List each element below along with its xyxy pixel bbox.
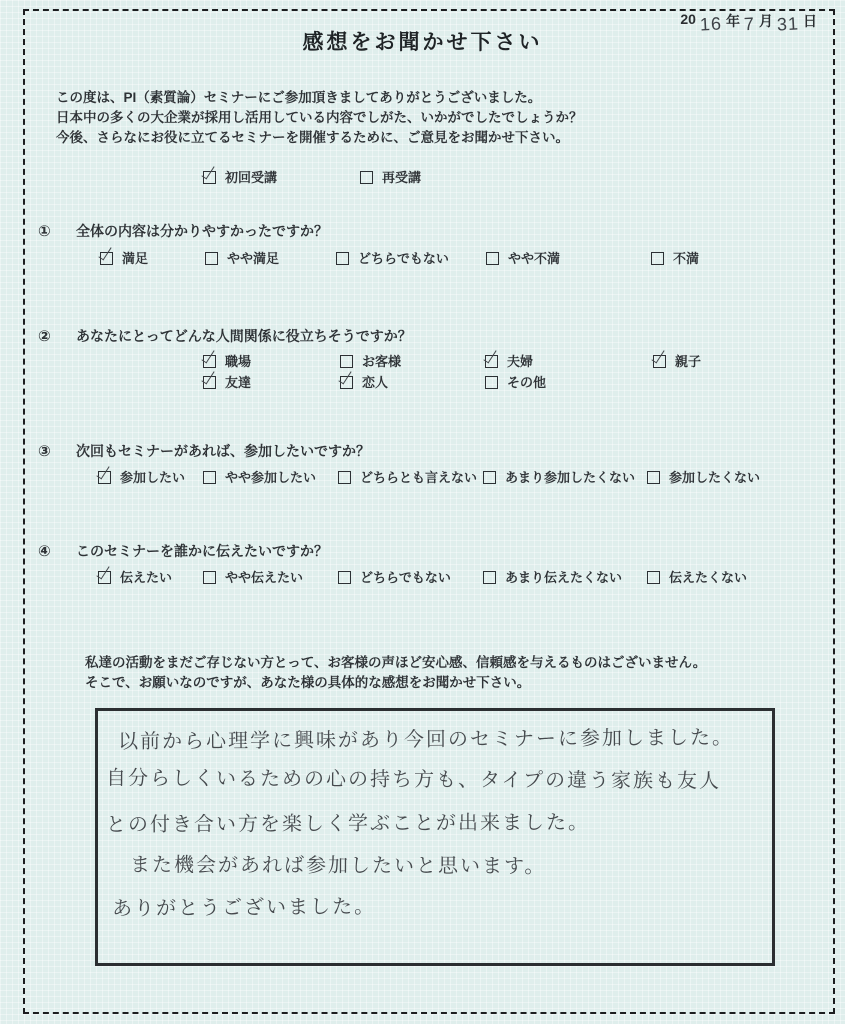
- date-day-handwritten: 31: [776, 13, 800, 35]
- option-label: やや伝えたい: [225, 570, 304, 585]
- handwritten-line: また機会があれば参加したいと思います。: [129, 854, 547, 878]
- intro-line: この度は、PI（素質論）セミナーにご参加頂きましてありがとうございました。: [56, 90, 542, 105]
- option-label: 友達: [225, 375, 252, 390]
- closing-line: そこで、お願いなのですが、あなた様の具体的な感想をお聞かせ下さい。: [85, 675, 531, 690]
- checkbox-q4-3[interactable]: [338, 571, 351, 584]
- comment-box[interactable]: [95, 708, 775, 966]
- checkbox-q3-2[interactable]: [203, 471, 216, 484]
- check-mark-icon: [96, 564, 109, 580]
- handwritten-line: との付き合い方を楽しく学ぶことが出来ました。: [105, 811, 591, 837]
- option-label: 伝えたくない: [669, 570, 748, 585]
- option-q2-customers[interactable]: [340, 355, 401, 368]
- option-label: 再受講: [382, 170, 422, 185]
- date-century: 20: [680, 11, 696, 27]
- option-first-attendance[interactable]: [203, 171, 277, 184]
- option-label: やや満足: [227, 251, 280, 266]
- option-q4-3[interactable]: [338, 571, 451, 584]
- option-q2-workplace[interactable]: [203, 355, 251, 368]
- option-label: あまり伝えたくない: [505, 570, 623, 585]
- checkbox-q2-parent-child[interactable]: [653, 355, 666, 368]
- question-1-number: ①: [38, 223, 51, 240]
- question-1-text: 全体の内容は分かりやすかったですか？: [76, 223, 328, 239]
- checkbox-q4-4[interactable]: [483, 571, 496, 584]
- checkbox-q4-5[interactable]: [647, 571, 660, 584]
- option-q1-3[interactable]: [336, 252, 449, 265]
- checkbox-q3-1[interactable]: [98, 471, 111, 484]
- option-q2-friends[interactable]: [203, 376, 251, 389]
- option-q2-parent-child[interactable]: [653, 355, 701, 368]
- check-mark-icon: [201, 164, 214, 180]
- checkbox-q2-lover[interactable]: [340, 376, 353, 389]
- check-mark-icon: [483, 348, 496, 364]
- option-q4-4[interactable]: [483, 571, 622, 584]
- option-label: どちらとも言えない: [360, 470, 478, 485]
- option-label: お客様: [362, 354, 402, 369]
- option-label: その他: [507, 375, 547, 390]
- checkbox-q1-2[interactable]: [205, 252, 218, 265]
- option-label: どちらでもない: [358, 251, 449, 266]
- intro-line: 日本中の多くの大企業が採用し活用している内容でしがた、いかがでしたでしょうか？: [56, 110, 583, 125]
- option-label: 満足: [122, 251, 149, 266]
- page-title: 感想をお聞かせ下さい: [302, 31, 543, 54]
- date-year-handwritten: 16: [699, 13, 723, 35]
- question-4: [38, 541, 328, 561]
- check-mark-icon: [651, 348, 664, 364]
- option-label: 職場: [225, 354, 252, 369]
- date-day-label: 日: [803, 13, 817, 29]
- question-2-number: ②: [38, 328, 51, 345]
- option-q3-2[interactable]: [203, 471, 316, 484]
- option-label: どちらでもない: [360, 570, 451, 585]
- checkbox-q3-4[interactable]: [483, 471, 496, 484]
- question-2-text: あなたにとってどんな人間関係に役立ちそうですか？: [76, 328, 412, 344]
- question-2: [38, 326, 412, 346]
- option-label: 初回受講: [225, 170, 278, 185]
- checkbox-q3-5[interactable]: [647, 471, 660, 484]
- checkbox-q2-workplace[interactable]: [203, 355, 216, 368]
- question-3-text: 次回もセミナーがあれば、参加したいですか？: [76, 443, 370, 459]
- check-mark-icon: [98, 245, 111, 261]
- option-q3-3[interactable]: [338, 471, 477, 484]
- question-4-text: このセミナーを誰かに伝えたいですか？: [76, 543, 328, 559]
- option-q4-5[interactable]: [647, 571, 747, 584]
- option-q1-2[interactable]: [205, 252, 279, 265]
- option-label: 夫婦: [507, 354, 534, 369]
- checkbox-q2-friends[interactable]: [203, 376, 216, 389]
- option-q2-other[interactable]: [485, 376, 546, 389]
- option-q1-4[interactable]: [486, 252, 560, 265]
- closing-paragraph: [85, 653, 706, 693]
- option-repeat-attendance[interactable]: [360, 171, 421, 184]
- intro-paragraph: [56, 88, 583, 148]
- checkbox-q2-customers[interactable]: [340, 355, 353, 368]
- date-month-handwritten: 7: [743, 13, 756, 35]
- option-q2-lover[interactable]: [340, 376, 388, 389]
- option-q1-5[interactable]: [651, 252, 699, 265]
- option-label: やや参加したい: [225, 470, 317, 485]
- intro-line: 今後、さらなにお役に立てるセミナーを開催するために、ご意見をお聞かせ下さい。: [56, 130, 569, 145]
- check-mark-icon: [201, 348, 214, 364]
- checkbox-q4-2[interactable]: [203, 571, 216, 584]
- check-mark-icon: [96, 464, 109, 480]
- option-q3-1[interactable]: [98, 471, 185, 484]
- checkbox-q4-1[interactable]: [98, 571, 111, 584]
- date-year-label: 年: [725, 13, 740, 29]
- option-label: 親子: [675, 354, 702, 369]
- date-field: [680, 11, 817, 35]
- checkbox-repeat-attendance[interactable]: [360, 171, 373, 184]
- handwritten-line: 自分らしくいるための心の持ち方も、タイプの違う家族も友人: [105, 767, 722, 793]
- option-label: あまり参加したくない: [505, 470, 636, 485]
- question-3: [38, 441, 370, 461]
- handwritten-line: 以前から心理学に興味があり今回のセミナーに参加しました。: [117, 726, 735, 754]
- handwritten-line: ありがとうございました。: [111, 895, 377, 921]
- question-3-number: ③: [38, 443, 51, 460]
- option-q2-couple[interactable]: [485, 355, 533, 368]
- option-q3-4[interactable]: [483, 471, 635, 484]
- checkbox-q1-4[interactable]: [486, 252, 499, 265]
- option-q4-1[interactable]: [98, 571, 172, 584]
- option-label: 参加したい: [120, 470, 186, 485]
- option-q1-1[interactable]: [100, 252, 148, 265]
- question-4-number: ④: [38, 543, 51, 560]
- checkbox-first-attendance[interactable]: [203, 171, 216, 184]
- option-label: 伝えたい: [120, 570, 173, 585]
- date-month-label: 月: [758, 13, 773, 29]
- option-label: 不満: [673, 251, 700, 266]
- checkbox-q2-other[interactable]: [485, 376, 498, 389]
- option-label: 参加したくない: [669, 470, 761, 485]
- checkbox-q2-couple[interactable]: [485, 355, 498, 368]
- check-mark-icon: [338, 369, 351, 385]
- option-q3-5[interactable]: [647, 471, 760, 484]
- question-1: [38, 221, 328, 241]
- option-q4-2[interactable]: [203, 571, 303, 584]
- checkbox-q1-1[interactable]: [100, 252, 113, 265]
- option-label: 恋人: [362, 375, 389, 390]
- closing-line: 私達の活動をまだご存じない方とって、お客様の声ほど安心感、信頼感を与えるものはございません。: [85, 655, 707, 670]
- option-label: やや不満: [508, 251, 561, 266]
- checkbox-q1-5[interactable]: [651, 252, 664, 265]
- checkbox-q3-3[interactable]: [338, 471, 351, 484]
- checkbox-q1-3[interactable]: [336, 252, 349, 265]
- check-mark-icon: [201, 369, 214, 385]
